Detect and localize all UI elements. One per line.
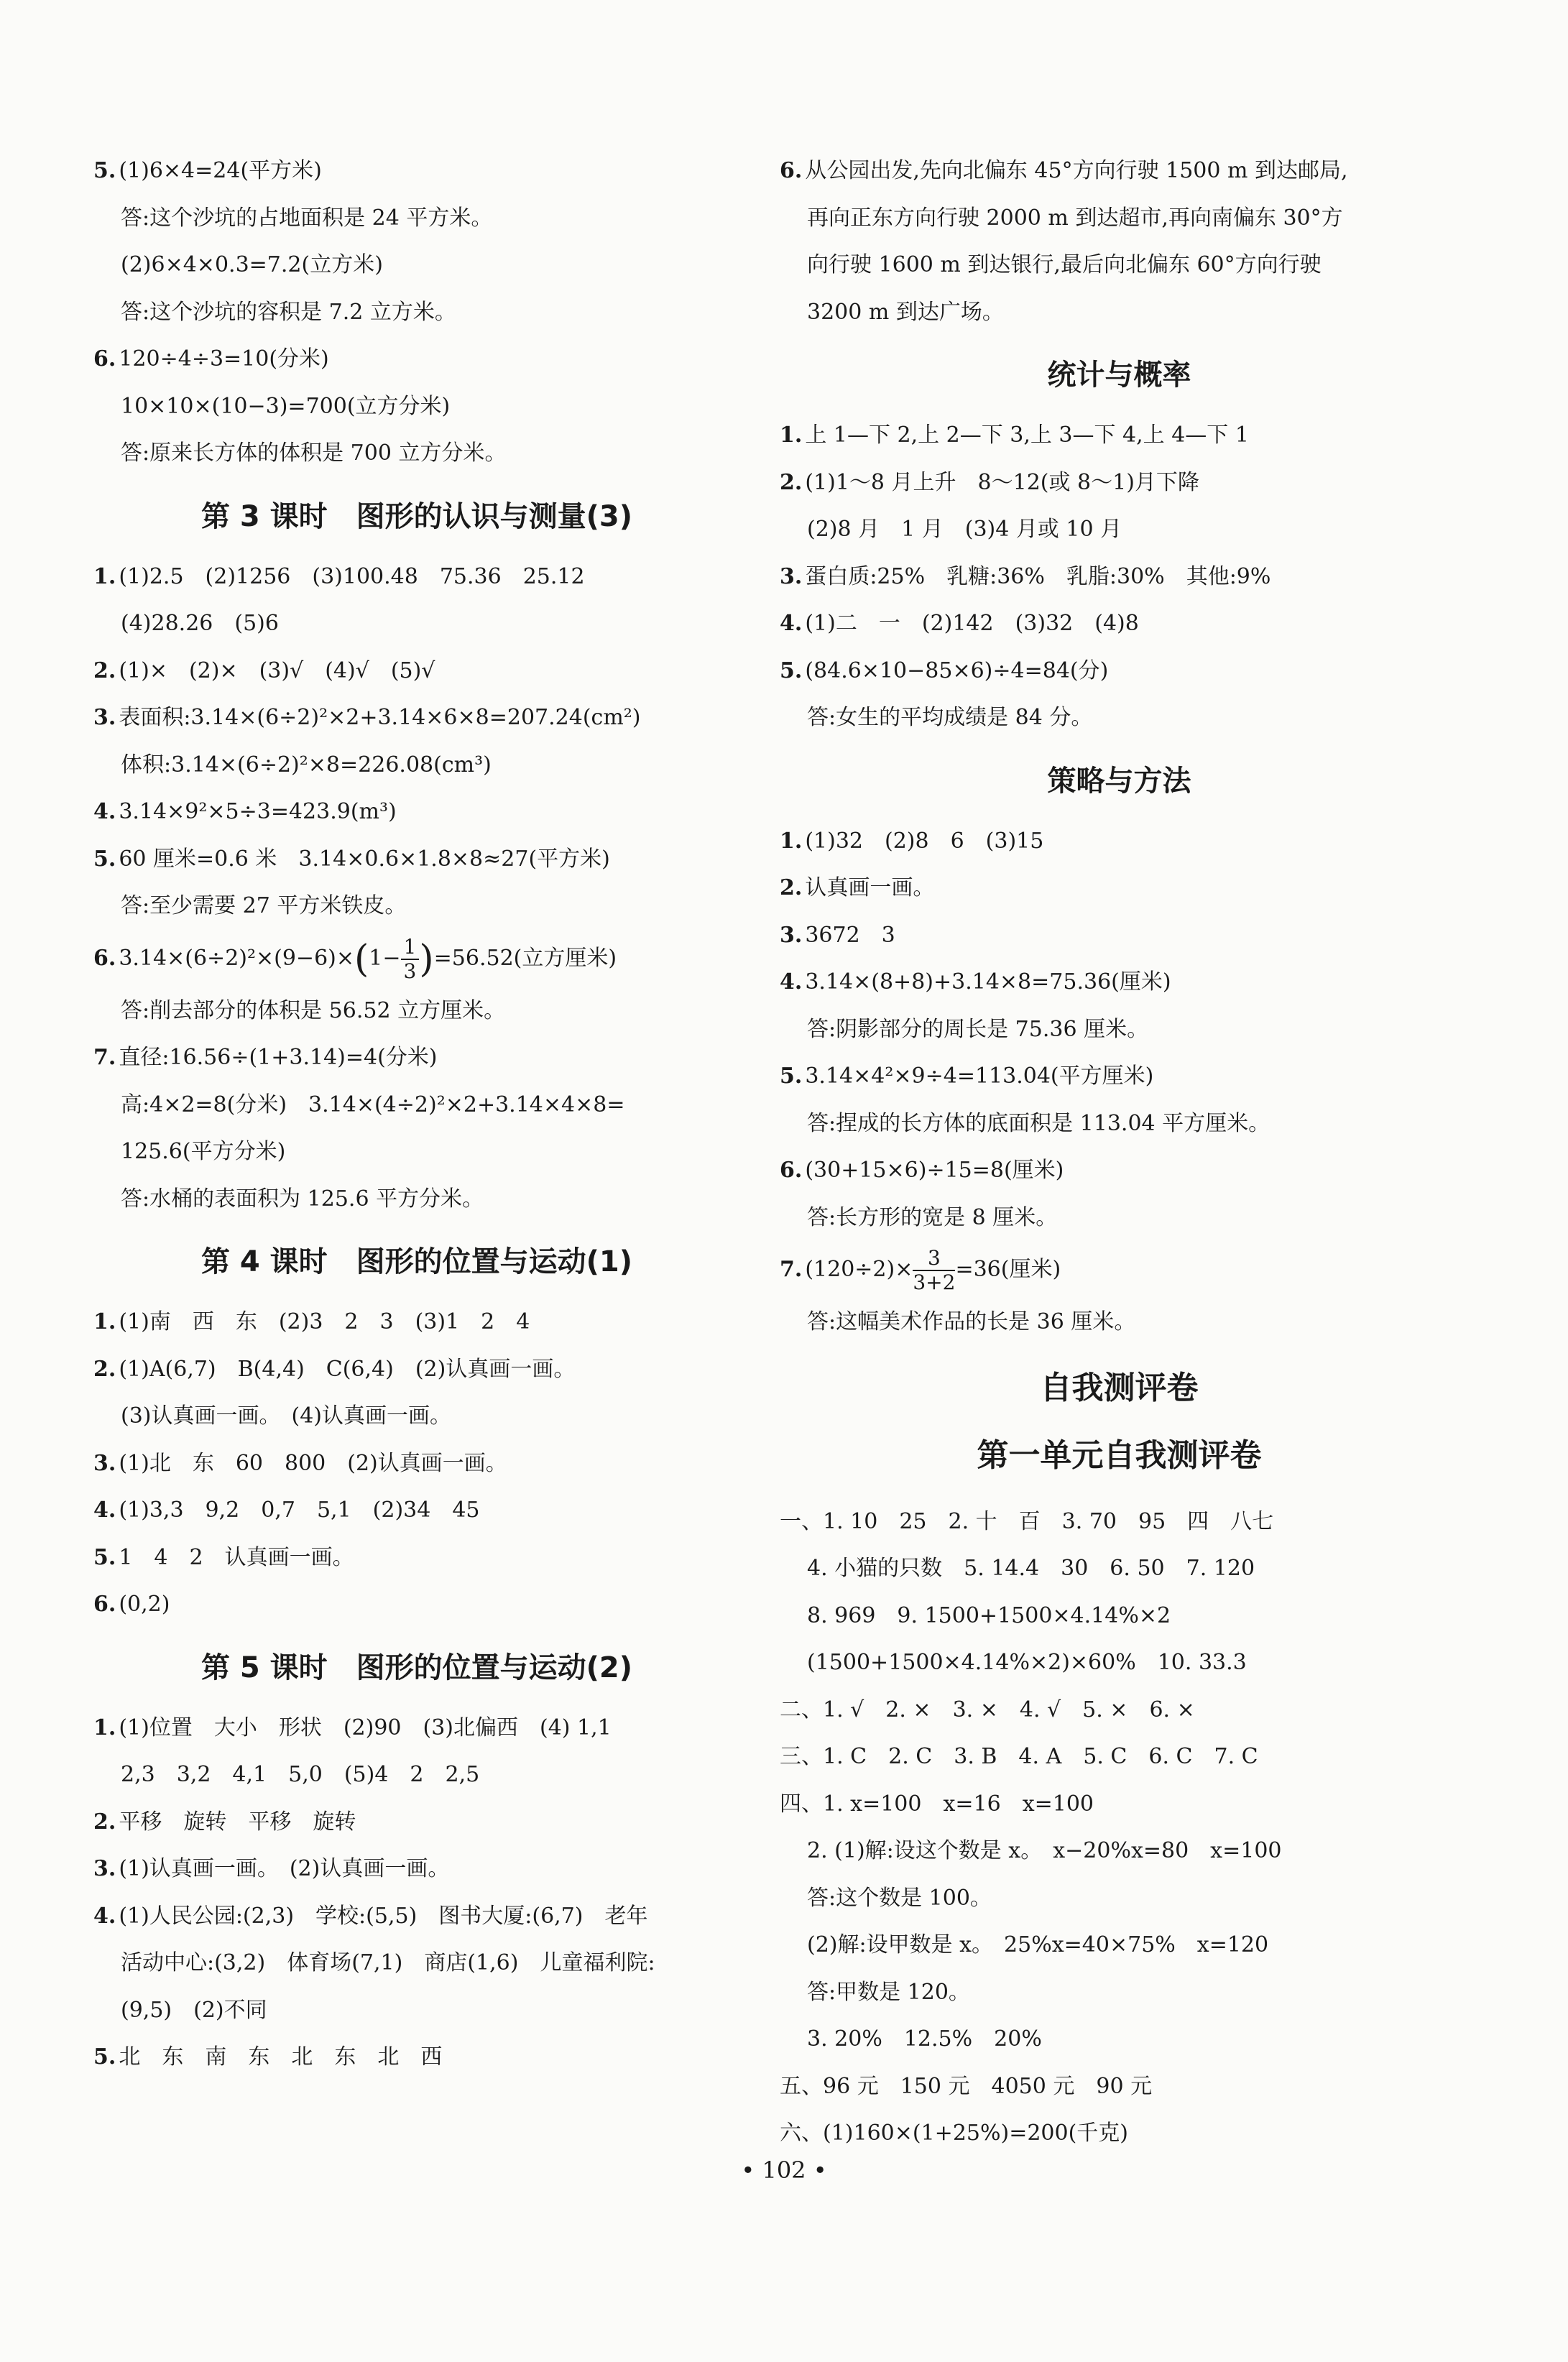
answer-line: (2)解:设甲数是 x。 25%x=40×75% x=120 [807,1932,1269,1957]
answer-line: (2)8 月 1 月 (3)4 月或 10 月 [807,517,1122,542]
answer-line: 答:这个数是 100。 [807,1885,992,1911]
answer-line: (1500+1500×4.14%×2)×60% 10. 33.3 [807,1650,1247,1675]
answer-text: 认真画一画。 [805,875,935,900]
answer-line: 答:水桶的表面积为 125.6 平方分米。 [121,1186,484,1212]
question-number: 5. [93,1544,116,1570]
right-column [780,147,1459,2157]
question-number: 3. [780,563,803,589]
answer-line [780,1053,1459,1100]
answer-text: 3.14×4²×9÷4=113.04(平方厘米) [805,1064,1154,1089]
answer-line [93,1845,740,1893]
question-number: 4. [93,799,116,824]
answer-line: 答:这个沙坑的占地面积是 24 平方米。 [121,205,493,231]
answer-line: 六、(1)160×(1+25%)=200(千克) [780,2121,1129,2146]
answer-text: 北 东 南 东 北 东 北 西 [119,2044,443,2070]
fraction [401,936,420,983]
answer-text: 60 厘米=0.6 米 3.14×0.6×1.8×8≈27(平方米) [119,846,610,872]
question-number: 6. [93,346,116,372]
question-number: 1. [93,1309,116,1334]
answer-line: (3)认真画一画。 (4)认真画一画。 [121,1403,451,1429]
answer-text: 1 4 2 认真画一画。 [119,1544,354,1570]
answer-line [780,459,1459,507]
answer-line: 答:捏成的长方体的底面积是 113.04 平方厘米。 [807,1110,1270,1136]
fraction [913,1247,955,1294]
answer-text: (0,2) [119,1592,170,1617]
question-number: 3. [93,1450,116,1476]
answer-text: 3672 3 [805,922,895,948]
answer-line [93,836,740,883]
answer-line [93,1799,740,1846]
answer-line [93,1534,740,1582]
answer-line [780,818,1459,865]
question-number: 3. [93,1856,116,1881]
answer-text: 120÷4÷3=10(分米) [119,346,329,372]
question-number: 4. [93,1903,116,1929]
answer-text: =36(厘米) [955,1257,1061,1282]
fraction-numerator: 3 [913,1247,955,1271]
question-number: 4. [93,1498,116,1523]
answer-line: 2,3 3,2 4,1 5,0 (5)4 2 2,5 [121,1762,480,1787]
question-number: 4. [780,969,803,995]
answer-text: (1)1～8 月上升 8～12(或 8～1)月下降 [805,469,1199,495]
answer-line: 6. 3.14×(6÷2)²×(9−6)×(1− $\frac{1}{3}$ )=56.52(立方厘米) [93,934,617,983]
answer-line: 五、96 元 150 元 4050 元 90 元 [780,2073,1153,2099]
question-number: 3. [93,705,116,730]
answer-text: (1)位置 大小 形状 (2)90 (3)北偏西 (4) 1,1 [119,1715,612,1740]
question-number: 2. [780,875,803,900]
answer-line: 答:至少需要 27 平方米铁皮。 [121,893,407,918]
answer-line: 活动中心:(3,2) 体育场(7,1) 商店(1,6) 儿童福利院: [121,1950,655,1975]
answer-line [93,788,740,836]
answer-line [780,1241,1459,1298]
answer-text: (120÷2)× [805,1257,913,1282]
answer-line [780,647,1459,695]
question-number: 5. [93,2044,116,2070]
answer-line: 答:女生的平均成绩是 84 分。 [807,705,1093,730]
answer-line [93,1440,740,1487]
answer-line [93,147,740,195]
answer-line [93,694,740,742]
answer-text: (30+15×6)÷15=8(厘米) [805,1158,1064,1183]
answer-line [93,1346,740,1393]
question-number: 1. [93,1715,116,1740]
answer-text: (1)6×4=24(平方米) [119,158,322,183]
question-number: 5. [780,1064,803,1089]
section-heading: 第 5 课时 图形的位置与运动(2) [200,1651,633,1684]
left-column [93,147,740,2081]
question-number: 3. [780,922,803,948]
answer-line [93,647,740,695]
section-heading: 第 4 课时 图形的位置与运动(1) [200,1245,633,1278]
section-heading: 第 3 课时 图形的认识与测量(3) [200,499,633,533]
question-number: 6. [780,1158,803,1183]
answer-line: 答:甲数是 120。 [807,1979,970,2005]
answer-line: 答:长方形的宽是 8 厘米。 [807,1204,1058,1230]
answer-line [780,553,1459,601]
answer-text: 直径:16.56÷(1+3.14)=4(分米) [119,1045,438,1070]
answer-line [780,912,1459,959]
section-heading: 第一单元自我测评卷 [977,1436,1262,1474]
answer-text: 蛋白质:25% 乳糖:36% 乳脂:30% 其他:9% [805,563,1271,589]
section-heading: 自我测评卷 [1040,1369,1199,1406]
answer-line [93,1298,740,1346]
question-number: 6. [93,945,116,971]
answer-line: 答:削去部分的体积是 56.52 立方厘米。 [121,997,506,1023]
answer-line [780,412,1459,459]
answer-line [780,1147,1459,1194]
answer-line: 高:4×2=8(分米) 3.14×(4÷2)²×2+3.14×4×8= [121,1092,625,1117]
answer-text: (1)二 一 (2)142 (3)32 (4)8 [805,611,1139,636]
answer-line: 再向正东方向行驶 2000 m 到达超市,再向南偏东 30°方 [807,205,1343,231]
answer-text: (1)南 西 东 (2)3 2 3 (3)1 2 4 [119,1309,530,1334]
answer-text: (1)× (2)× (3)√ (4)√ (5)√ [119,658,435,683]
question-number: 1. [93,563,116,589]
question-number: 5. [93,158,116,183]
answer-line: 三、1. C 2. C 3. B 4. A 5. C 6. C 7. C [780,1744,1258,1769]
fraction-denominator: 3+2 [913,1270,956,1294]
answer-text: (1)A(6,7) B(4,4) C(6,4) (2)认真画一画。 [119,1356,576,1382]
answer-text: 3.14×9²×5÷3=423.9(m³) [119,799,397,824]
answer-text: 3.14×(8+8)+3.14×8=75.36(厘米) [805,969,1171,995]
question-number: 6. [93,1592,116,1617]
answer-text: (1)3,3 9,2 0,7 5,1 (2)34 45 [119,1498,480,1523]
answer-line [93,1487,740,1534]
answer-line: 四、1. x=100 x=16 x=100 [780,1791,1094,1817]
answer-text: 平移 旋转 平移 旋转 [119,1809,356,1835]
question-number: 7. [93,1045,116,1070]
answer-text: 1− [369,945,401,971]
question-number: 2. [93,658,116,683]
answer-line: 一、1. 10 25 2. 十 百 3. 70 95 四 八七 [780,1508,1274,1534]
answer-line: 向行驶 1600 m 到达银行,最后向北偏东 60°方向行驶 [807,252,1322,277]
question-number: 1. [780,828,803,854]
answer-text: =56.52(立方厘米) [433,945,617,971]
answer-line [93,2034,740,2081]
answer-line [93,336,740,383]
answer-line [780,959,1459,1006]
answer-line: (2)6×4×0.3=7.2(立方米) [121,252,383,277]
answer-line: 2. (1)解:设这个数是 x。 x−20%x=80 x=100 [807,1838,1282,1863]
answer-text: 3.14×(6÷2)²×(9−6)× [119,945,354,971]
answer-text: (84.6×10−85×6)÷4=84(分) [805,658,1109,683]
answer-line: 125.6(平方分米) [121,1139,286,1164]
question-number: 2. [93,1809,116,1835]
fraction-numerator: 1 [401,936,420,960]
page-number: • 102 • [741,2156,827,2184]
section-heading: 策略与方法 [1047,764,1191,798]
answer-text: 从公园出发,先向北偏东 45°方向行驶 1500 m 到达邮局, [805,158,1348,183]
answer-line: 3200 m 到达广场。 [807,299,1004,325]
answer-text: 表面积:3.14×(6÷2)²×2+3.14×6×8=207.24(cm²) [119,705,641,730]
answer-text: 上 1—下 2,上 2—下 3,上 3—下 4,上 4—下 1 [805,423,1249,448]
answer-line: (4)28.26 (5)6 [121,611,279,636]
answer-line: 二、1. √ 2. × 3. × 4. √ 5. × 6. × [780,1697,1195,1722]
answer-line [93,1581,740,1628]
answer-line: 4. 小猫的只数 5. 14.4 30 6. 50 7. 120 [807,1556,1255,1581]
answer-line: (9,5) (2)不同 [121,1997,267,2023]
answer-line: 3. 20% 12.5% 20% [807,2026,1042,2052]
answer-line: 答:原来长方体的体积是 700 立方分米。 [121,440,507,466]
answer-line: 答:阴影部分的周长是 75.36 厘米。 [807,1016,1149,1042]
question-number: 5. [780,658,803,683]
answer-text: (1)2.5 (2)1256 (3)100.48 75.36 25.12 [119,563,585,589]
answer-line [93,1034,740,1081]
section-heading: 统计与概率 [1047,359,1191,392]
answer-line [93,1704,740,1752]
answer-line [93,553,740,601]
answer-text: (1)北 东 60 800 (2)认真画一画。 [119,1450,507,1476]
answer-line [780,600,1459,647]
question-number: 1. [780,423,803,448]
question-number: 5. [93,846,116,872]
answer-text: (1)人民公园:(2,3) 学校:(5,5) 图书大厦:(6,7) 老年 [119,1903,648,1929]
answer-line [780,864,1459,912]
question-number: 2. [93,1356,116,1382]
answer-text: (1)认真画一画。 (2)认真画一画。 [119,1856,450,1881]
fraction-denominator: 3 [403,959,417,983]
answer-line: 答:这个沙坑的容积是 7.2 立方米。 [121,299,456,325]
answer-line: 答:这幅美术作品的长是 36 厘米。 [807,1309,1136,1334]
answer-line [93,1893,740,1940]
answer-line: 体积:3.14×(6÷2)²×8=226.08(cm³) [121,752,492,778]
answer-line: 8. 969 9. 1500+1500×4.14%×2 [807,1602,1171,1628]
answer-line [780,147,1459,195]
question-number: 7. [780,1257,803,1282]
answer-line: 10×10×(10−3)=700(立方分米) [121,393,451,419]
question-number: 2. [780,469,803,495]
question-number: 4. [780,611,803,636]
question-number: 6. [780,158,803,183]
answer-text: (1)32 (2)8 6 (3)15 [805,828,1044,854]
